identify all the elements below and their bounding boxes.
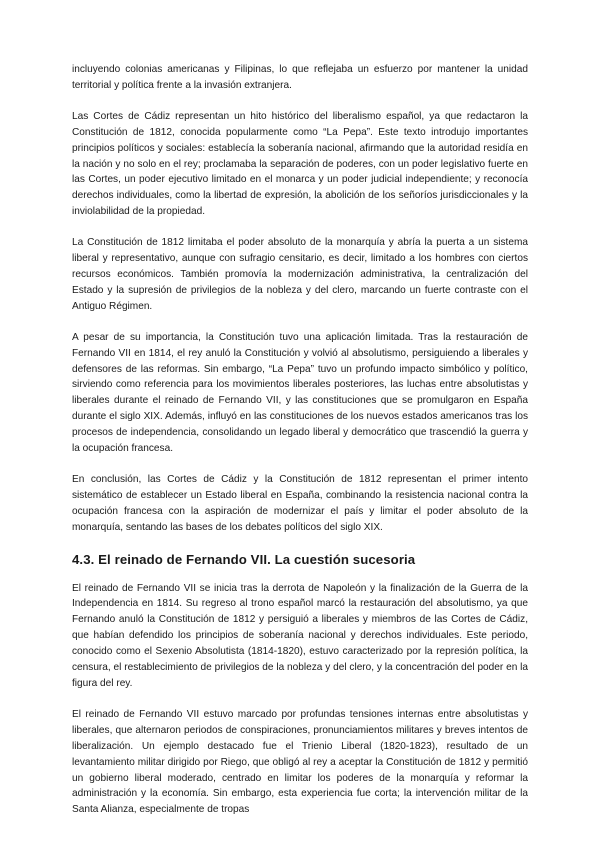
section-heading: 4.3. El reinado de Fernando VII. La cuestión sucesoria bbox=[72, 551, 416, 567]
paragraph-colonias: incluyendo colonias americanas y Filipinas, lo que reflejaba un esfuerzo por mantener la unidad territorial y política frente a la invasión extranjera. bbox=[72, 64, 528, 91]
paragraph-conclusion: En conclusión, las Cortes de Cádiz y la Constitución de 1812 representan el primer intento sistemático de establecer un Estado liberal en España, combinando la resistencia nacional contra la ocupación francesa con la aspiración de modernizar el país y limitar el poder absoluto de la monarquía, sentando las bases de los debates políticos del siglo XIX. bbox=[72, 473, 528, 533]
paragraph-reinado-inicio: El reinado de Fernando VII se inicia tras la derrota de Napoleón y la finalización de la Guerra de la Independencia en 1814. Su regreso al trono español marcó la restauración del absolutismo, ya que Fernando anuló la Constitución de 1812 y persiguió a liberales y miembros de las Cortes de Cádiz, que habían defendido los principios de soberanía nacional y derechos individuales. Este periodo, conocido como el Sexenio Absolutista (1814-1820), estuvo caracterizado por la represión política, la censura, el restablecimiento de privilegios de la nobleza y del clero, y la concentración del poder en la figura del rey. bbox=[72, 582, 528, 689]
paragraph-reinado-tensiones: El reinado de Fernando VII estuvo marcado por profundas tensiones internas entre absolutistas y liberales, que alternaron periodos de conspiraciones, pronunciamientos militares y breves intentos de liberalización. Un ejemplo destacado fue el Trienio Liberal (1820-1823), resultado de un levantamiento militar dirigido por Riego, que obligó al rey a aceptar la Constitución de 1812 y permitió un gobierno liberal moderado, centrado en limitar los poderes de la monarquía y reformar la administración y la economía. Sin embargo, esta experiencia fue corta; la intervención militar de la Santa Alianza, especialmente de tropas bbox=[72, 708, 528, 816]
paragraph-aplicacion-limitada: A pesar de su importancia, la Constitución tuvo una aplicación limitada. Tras la restauración de Fernando VII en 1814, el rey anuló la Constitución y volvió al absolutismo, persiguiendo a liberales y defensores de las reformas. Sin embargo, “La Pepa” tuvo un profundo impacto simbólico y político, sirviendo como referencia para los movimientos liberales posteriores, las luchas entre absolutistas y liberales durante el reinado de Fernando VII, y las constituciones que se promulgaron en España durante el siglo XIX. Además, influyó en las constituciones de los nuevos estados americanos tras los procesos de independencia, consolidando un legado liberal y democrático que trascendió la guerra y la ocupación francesa. bbox=[72, 331, 528, 455]
document-page bbox=[72, 62, 528, 833]
paragraph-constitucion-1812: La Constitución de 1812 limitaba el poder absoluto de la monarquía y abría la puerta a un sistema liberal y representativo, aunque con sufragio censitario, es decir, limitado a los hombres con ciertos recursos económicos. También promovía la modernización administrativa, la centralización del Estado y la supresión de privilegios de la nobleza y del clero, marcando un fuerte contraste con el Antiguo Régimen. bbox=[72, 237, 528, 312]
paragraph-cortes-cadiz: Las Cortes de Cádiz representan un hito histórico del liberalismo español, ya que redactaron la Constitución de 1812, conocida popularmente como “La Pepa”. Este texto introdujo importantes principios políticos y sociales: establecía la soberanía nacional, afirmando que la autoridad residía en la nación y no solo en el rey; proclamaba la separación de poderes, con un poder legislativo fuerte en las Cortes, un poder ejecutivo limitado en el monarca y un poder judicial independiente; y reconocía derechos individuales, como la libertad de expresión, la abolición de los señoríos jurisdiccionales y la inviolabilidad de la propiedad. bbox=[72, 110, 528, 218]
